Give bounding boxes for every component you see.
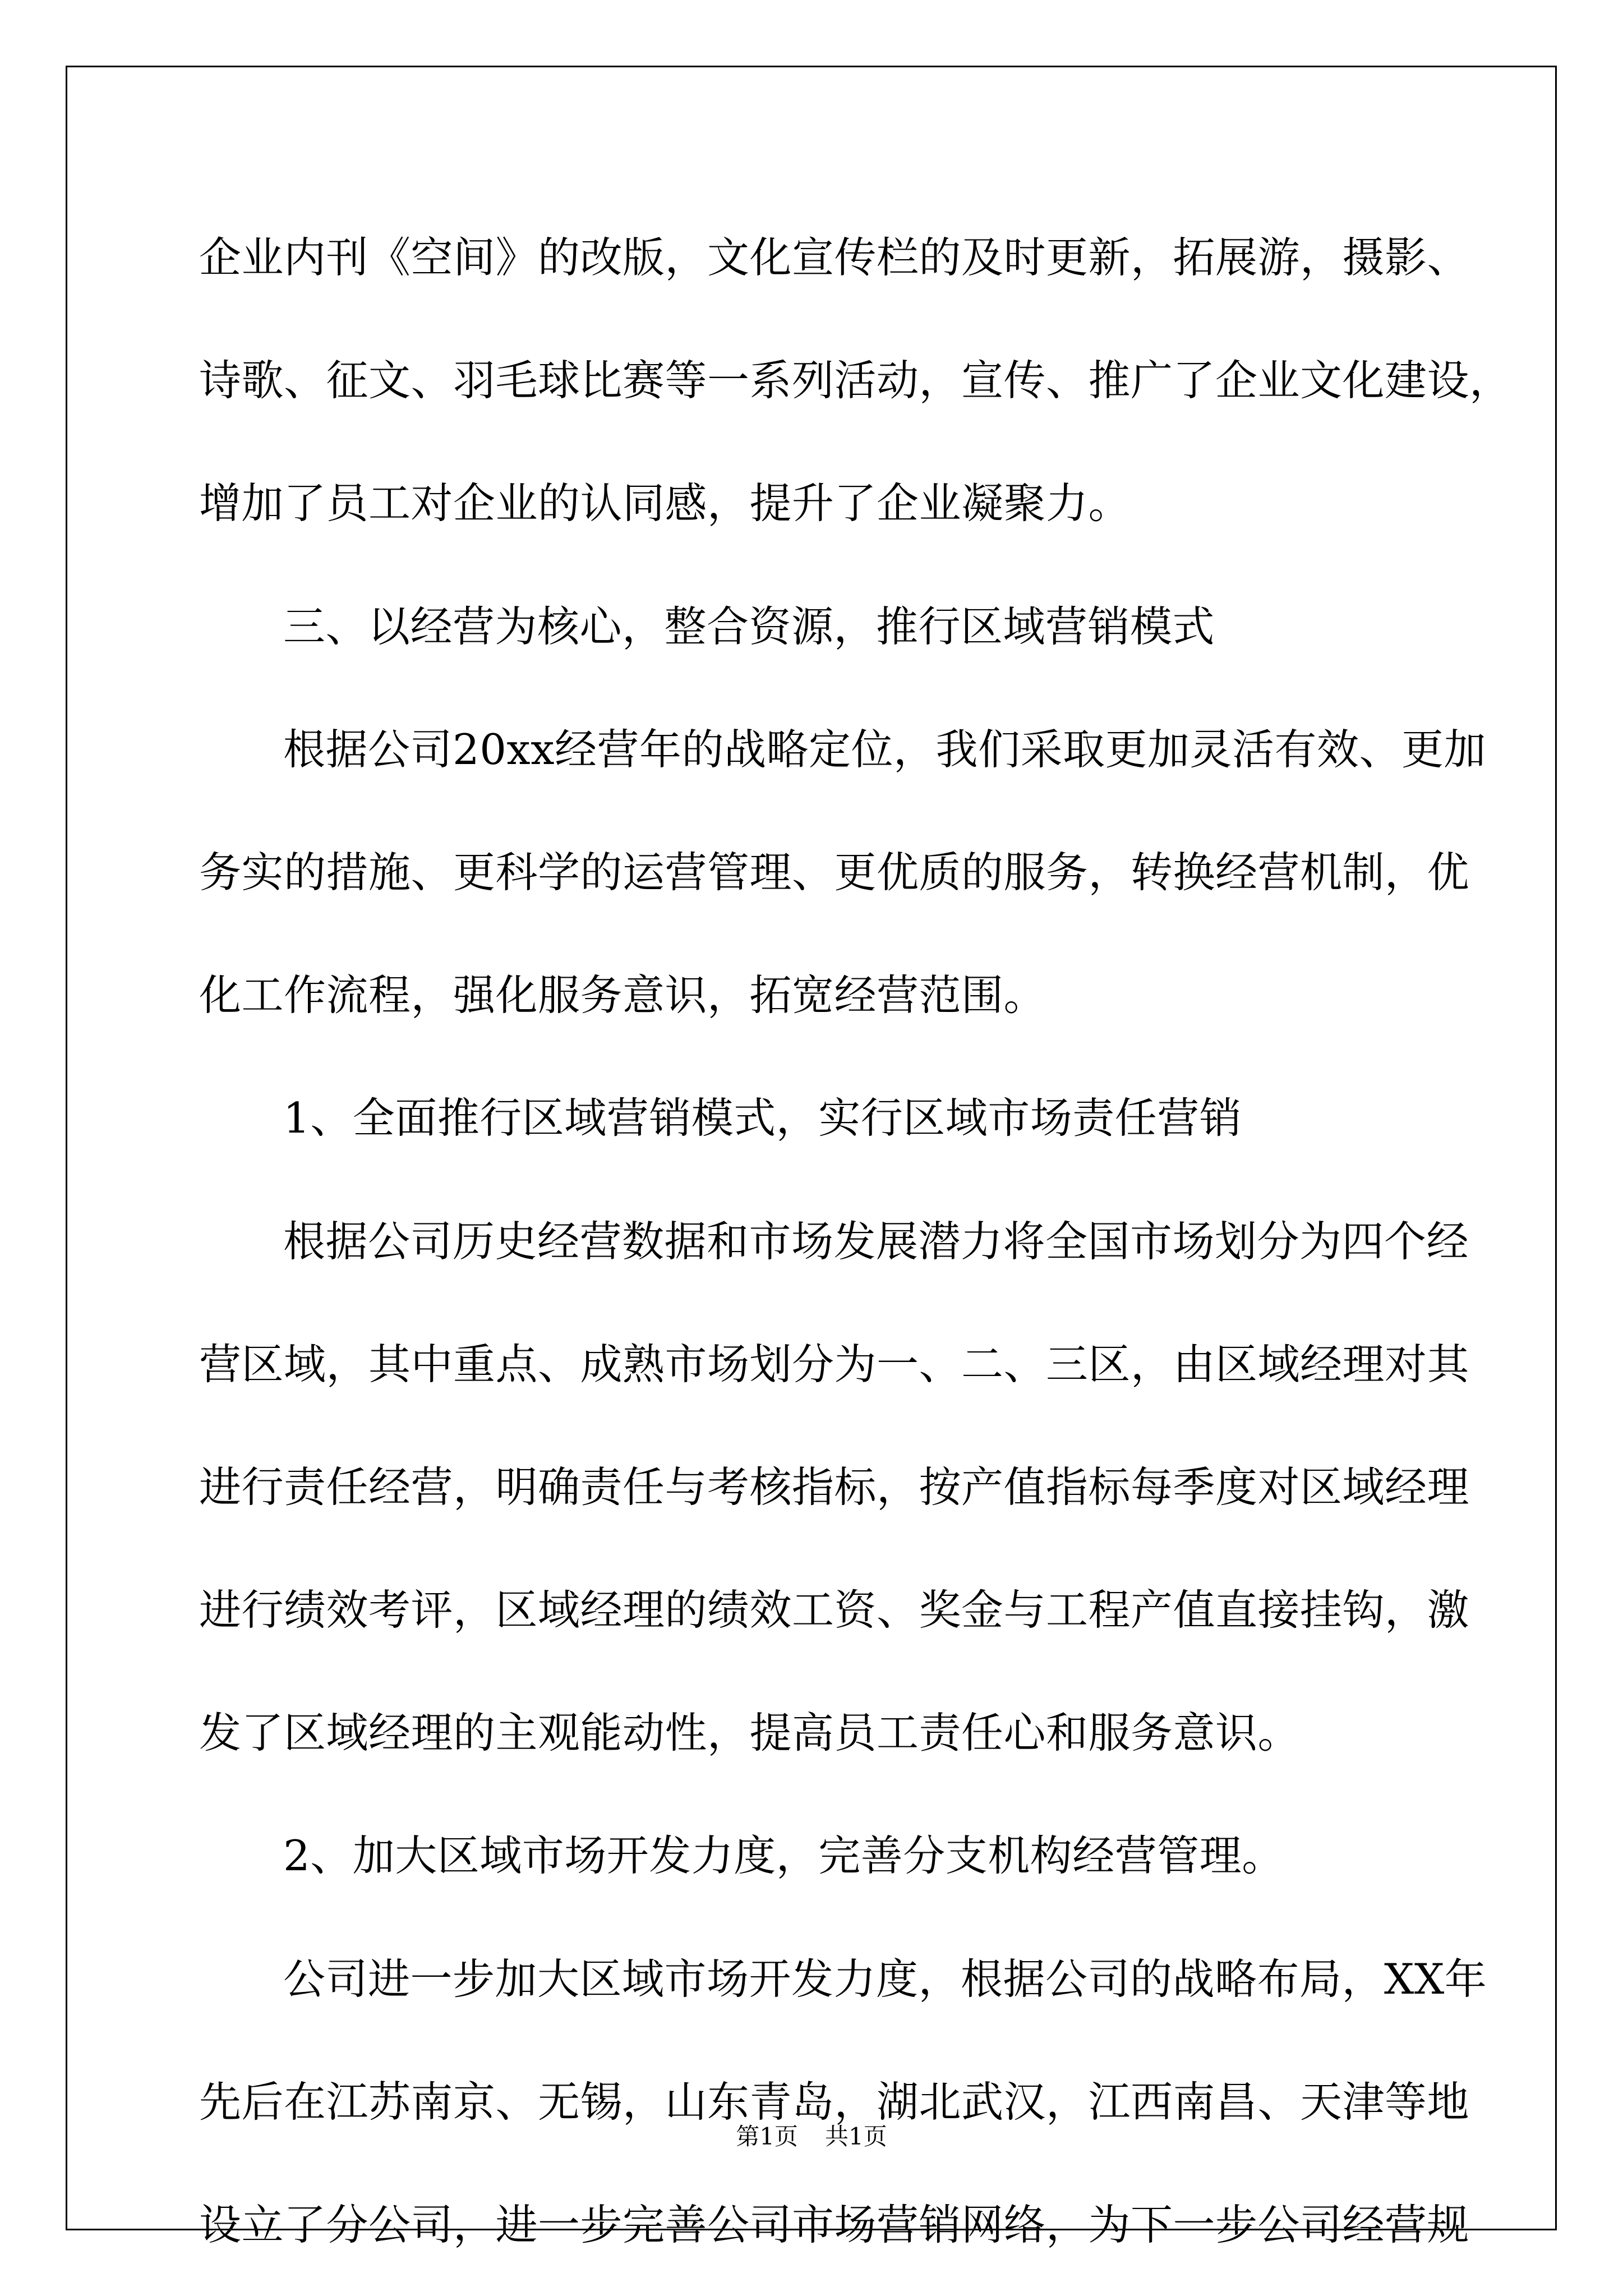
text-line-6: 务实的措施、更科学的运营管理、更优质的服务，转换经营机制，优 xyxy=(199,847,1470,897)
text-line-1: 企业内刊《空间》的改版，文化宣传栏的及时更新，拓展游，摄影、 xyxy=(199,233,1470,282)
text-line-17: 设立了分公司，进一步完善公司市场营销网络，为下一步公司经营规 xyxy=(199,2200,1470,2249)
text-line-7: 化工作流程，强化服务意识，拓宽经营范围。 xyxy=(199,970,1046,1020)
subheading-2: 2、加大区域市场开发力度，完善分支机构经营管理。 xyxy=(283,1831,1284,1881)
page-footer xyxy=(0,2120,1623,2154)
text-line-11: 进行责任经营，明确责任与考核指标，按产值指标每季度对区域经理 xyxy=(199,1462,1470,1512)
text-line-15: 公司进一步加大区域市场开发力度，根据公司的战略布局，XX年 xyxy=(283,1954,1487,2004)
text-line-12: 进行绩效考评，区域经理的绩效工资、奖金与工程产值直接挂钩，激 xyxy=(199,1585,1470,1635)
section-heading-3: 三、以经营为核心，整合资源，推行区域营销模式 xyxy=(283,601,1215,651)
text-line-9: 根据公司历史经营数据和市场发展潜力将全国市场划分为四个经 xyxy=(283,1216,1469,1266)
subheading-1: 1、全面推行区域营销模式，实行区域市场责任营销 xyxy=(283,1093,1242,1143)
text-line-10: 营区域，其中重点、成熟市场划分为一、二、三区，由区域经理对其 xyxy=(199,1339,1470,1389)
text-line-16: 先后在江苏南京、无锡，山东青岛，湖北武汉，江西南昌、天津等地 xyxy=(199,2077,1470,2127)
text-line-13: 发了区域经理的主观能动性，提高员工责任心和服务意识。 xyxy=(199,1708,1301,1758)
document-body xyxy=(199,196,1512,2286)
page-number-current: 第1页 xyxy=(736,2123,798,2150)
text-line-5: 根据公司20xx经营年的战略定位，我们采取更加灵活有效、更加 xyxy=(283,724,1487,774)
text-line-3: 增加了员工对企业的认同感，提升了企业凝聚力。 xyxy=(199,478,1131,528)
text-line-2: 诗歌、征文、羽毛球比赛等一系列活动，宣传、推广了企业文化建设， xyxy=(199,356,1512,406)
page-number-total: 共1页 xyxy=(825,2123,887,2150)
